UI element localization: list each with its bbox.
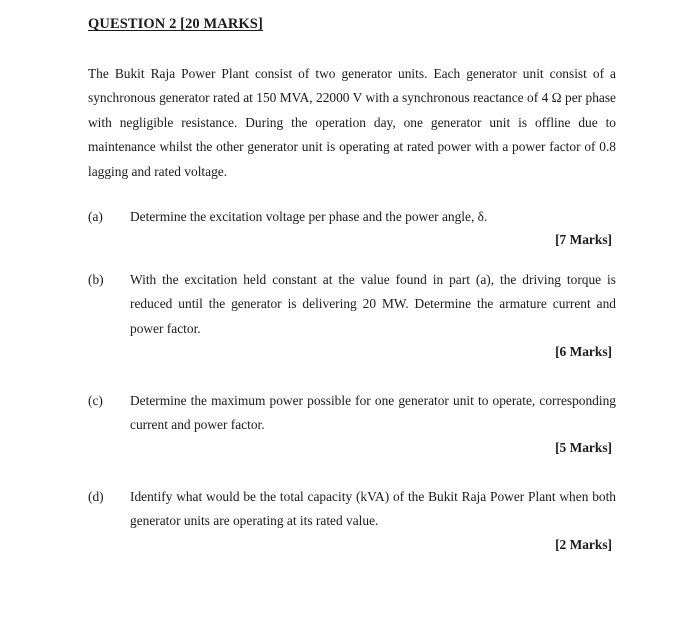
part-c-label: (c) xyxy=(88,393,103,408)
part-a xyxy=(88,205,616,229)
part-b-text: With the excitation held constant at the value found in part (a), the driving torque is reduced until the generator is delivering 20 MW. Determine the armature current and power factor. xyxy=(130,272,616,336)
part-a-marks: [7 Marks] xyxy=(555,232,612,247)
question-intro-paragraph: The Bukit Raja Power Plant consist of two generator units. Each generator unit consist of a synchronous generator rated at 150 MVA, 22000 V with a synchronous reactance of 4 Ω per phase with negligible resistance. During the operation day, one generator unit is offline due to maintenance whilst the other generator unit is operating at rated power with a power factor of 0.8 lagging and rated voltage. xyxy=(88,66,616,179)
part-c-marks: [5 Marks] xyxy=(555,440,612,455)
question-title: QUESTION 2 [20 MARKS] xyxy=(88,16,263,32)
part-d xyxy=(88,485,616,534)
part-a-text: Determine the excitation voltage per phase and the power angle, δ. xyxy=(130,209,488,224)
part-b xyxy=(88,268,616,341)
part-c xyxy=(88,389,616,438)
part-a-label: (a) xyxy=(88,209,103,224)
part-c-text: Determine the maximum power possible for one generator unit to operate, corresponding current and power factor. xyxy=(130,393,616,433)
part-b-label: (b) xyxy=(88,272,104,287)
part-d-label: (d) xyxy=(88,489,104,504)
part-b-marks: [6 Marks] xyxy=(555,344,612,359)
part-d-text: Identify what would be the total capacity (kVA) of the Bukit Raja Power Plant when both generator units are operating at its rated value. xyxy=(130,489,616,529)
part-d-marks: [2 Marks] xyxy=(555,537,612,552)
